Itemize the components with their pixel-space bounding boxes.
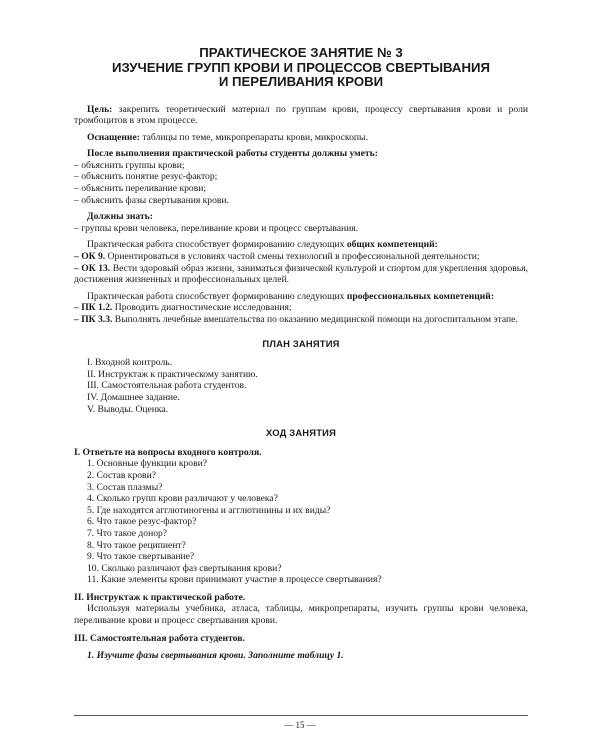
equipment-text: таблицы по теме, микропрепараты крови, микроскопы.	[139, 131, 368, 143]
footer-divider	[74, 715, 528, 716]
question-item: 8. Что такое реципиент?	[87, 539, 186, 551]
competency-pk12: – ПК 1.2. Проводить диагностические исследования;	[74, 302, 292, 314]
plan-item: II. Инструктаж к практическому занятию.	[87, 368, 258, 380]
section-2-text: Используя материалы учебника, атласа, таблицы, микропрепараты, изучить группы крови человека, переливание крови и процесс свертывания крови.	[74, 603, 528, 627]
question-item: 3. Состав плазмы?	[87, 481, 163, 493]
equipment-label: Оснащение:	[87, 131, 140, 143]
equipment-paragraph	[74, 132, 528, 144]
question-item: 11. Какие элементы крови принимают участие в процессе свертывания?	[87, 574, 382, 586]
plan-heading: ПЛАН ЗАНЯТИЯ	[262, 337, 340, 349]
skills-item: – объяснить фазы свертывания крови.	[74, 194, 229, 206]
competency-pk33: – ПК 3.3. Выполнять лечебные вмешательства по оказанию медицинской помощи на догоспитальном этапе.	[74, 314, 518, 325]
skills-item: – объяснить переливание крови;	[74, 183, 207, 195]
plan-item: V. Выводы. Оценка.	[87, 403, 169, 415]
general-competencies-intro: Практическая работа способствует формированию следующих общих компетенций:	[87, 239, 438, 251]
plan-item: I. Входной контроль.	[87, 357, 173, 369]
goal-label: Цель:	[87, 103, 113, 115]
task-1: 1. Изучите фазы свертывания крови. Заполните таблицу 1.	[87, 650, 344, 662]
document-page	[74, 46, 528, 662]
competency-ok9: – ОК 9. Ориентироваться в условиях частой смены технологий в профессиональной деятельности;	[74, 251, 480, 263]
section-1-heading: I. Ответьте на вопросы входного контроля.	[74, 446, 262, 458]
goal-paragraph	[74, 104, 528, 127]
title-line-1: ПРАКТИЧЕСКОЕ ЗАНЯТИЕ № 3	[199, 45, 403, 60]
competency-ok13: – ОК 13. Вести здоровый образ жизни, заниматься физической культурой и спортом для укрепления здоровья, достижения жизненных и профессиональных целей.	[74, 262, 528, 286]
title-line-2: ИЗУЧЕНИЕ ГРУПП КРОВИ И ПРОЦЕССОВ СВЕРТЫВАНИЯ	[112, 59, 490, 75]
page-title	[74, 46, 528, 90]
question-item: 4. Сколько групп крови различают у человека?	[87, 493, 278, 505]
section-2-heading: II. Инструктаж к практической работе.	[74, 591, 246, 603]
question-item: 2. Состав крови?	[87, 469, 156, 481]
goal-text: закрепить теоретический материал по группам крови, процессу свертывания крови и роли тромбоцитов в этом процессе.	[74, 103, 528, 127]
question-item: 7. Что такое донор?	[87, 527, 168, 539]
question-item: 1. Основные функции крови?	[87, 458, 208, 470]
title-line-3: И ПЕРЕЛИВАНИЯ КРОВИ	[218, 74, 384, 89]
plan-item: III. Самостоятельная работа студентов.	[87, 380, 247, 392]
question-item: 5. Где находятся агглютиногены и агглютинины и их виды?	[87, 504, 331, 516]
professional-competencies-intro: Практическая работа способствует формированию следующих профессиональных компетенций:	[87, 290, 495, 302]
course-heading: ХОД ЗАНЯТИЯ	[265, 427, 337, 439]
knowledge-heading: Должны знать:	[87, 211, 153, 223]
knowledge-item: – группы крови человека, переливание крови и процесс свертывания.	[74, 222, 359, 234]
section-3-heading: III. Самостоятельная работа студентов.	[74, 632, 245, 644]
question-item: 6. Что такое резус-фактор?	[87, 516, 197, 528]
question-item: 9. Что такое свертывание?	[87, 551, 195, 563]
question-item: 10. Сколько различают фаз свертывания крови?	[87, 562, 282, 574]
skills-item: – объяснить группы крови;	[74, 159, 185, 171]
page-number: — 15 —	[284, 720, 316, 730]
questions-list	[74, 458, 528, 586]
plan-list	[74, 357, 528, 415]
plan-item: IV. Домашнее задание.	[87, 391, 180, 403]
skills-heading: После выполнения практической работы студенты должны уметь:	[87, 148, 378, 160]
skills-item: – объяснить понятие резус-фактор;	[74, 171, 218, 183]
